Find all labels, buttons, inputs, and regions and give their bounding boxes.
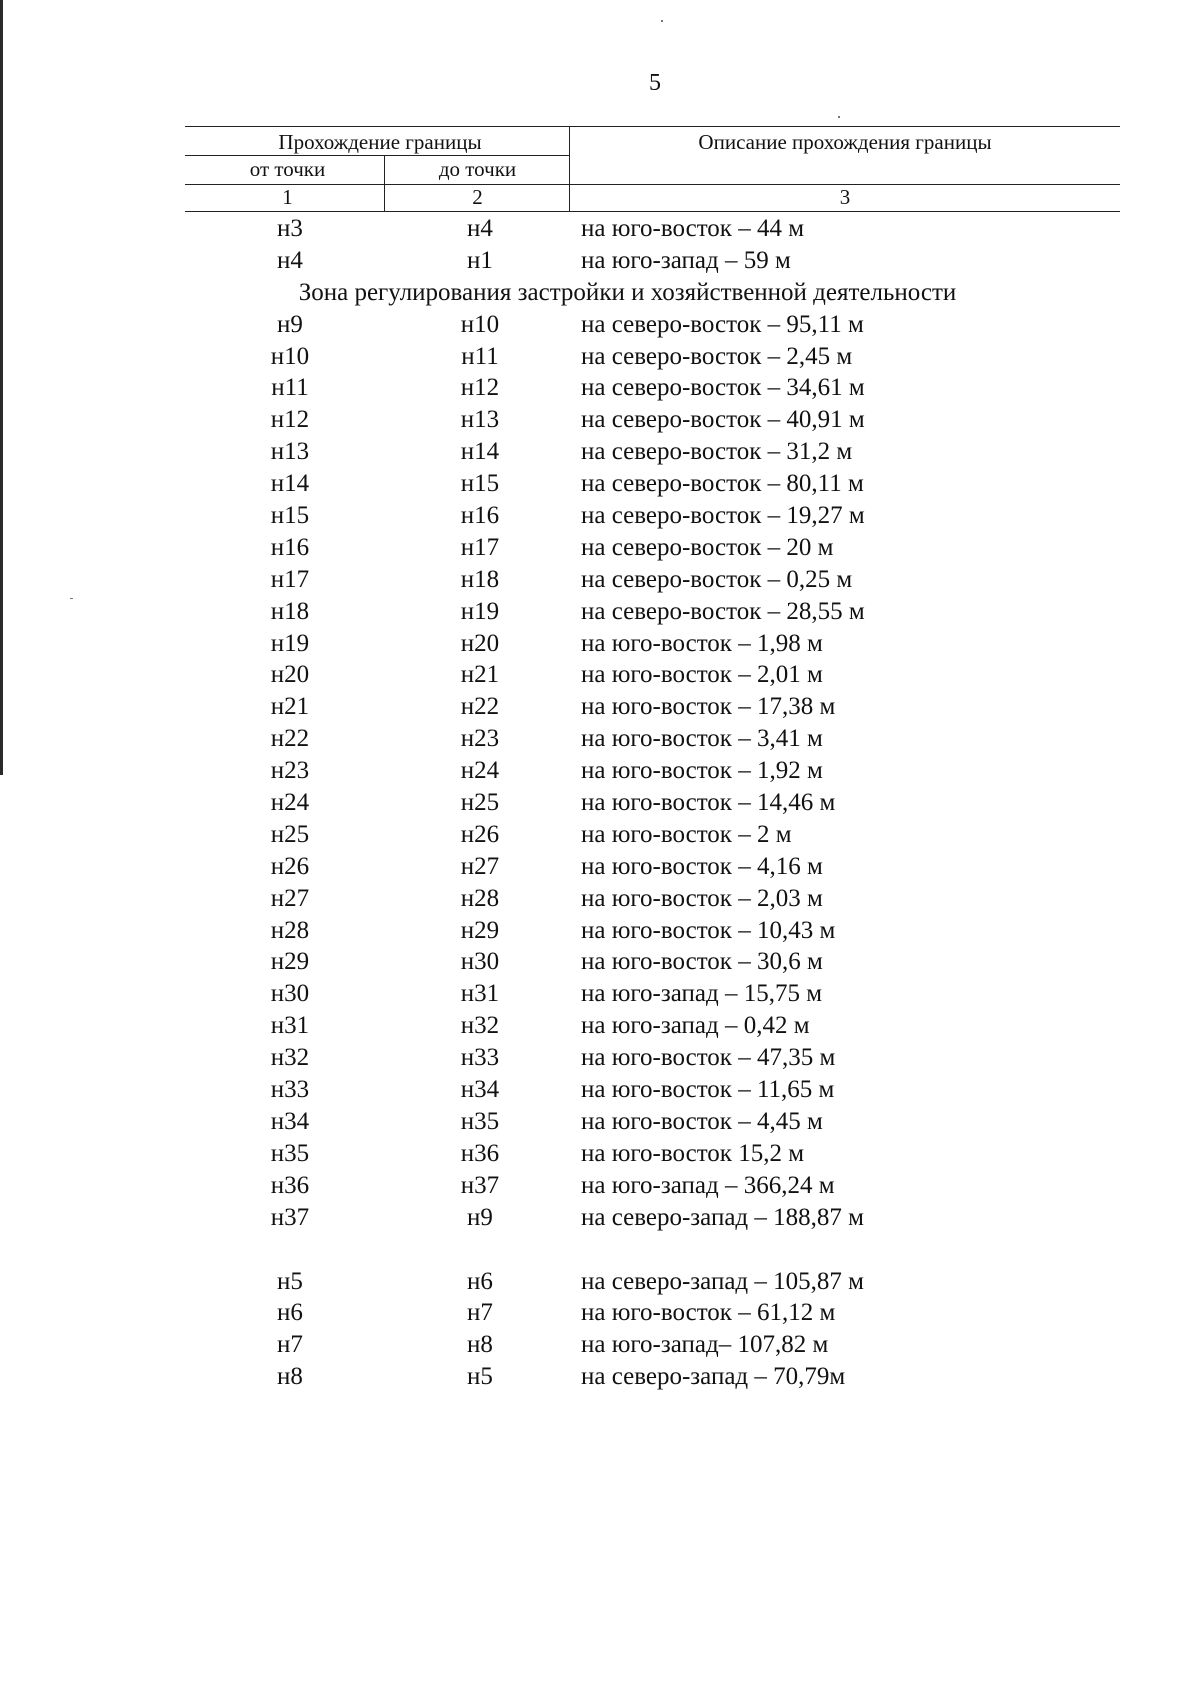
to-point-cell: н26 [460,820,500,848]
rows-group-bottom [0,1266,1200,1394]
table-row [0,309,1200,341]
description-cell: на юго-восток – 4,16 м [581,852,823,880]
table-row [0,659,1200,691]
from-point-cell: н24 [270,789,310,817]
to-point-cell: н25 [460,789,500,817]
from-point-cell: н26 [270,852,310,880]
column-divider [569,126,570,211]
description-cell: на юго-восток – 14,46 м [581,789,836,817]
from-point-cell: н9 [277,310,303,338]
from-point-cell: н12 [270,406,310,434]
table-row [0,1106,1200,1138]
from-point-cell: н19 [270,629,310,657]
header-bottom-rule [185,211,1120,212]
description-cell: на юго-запад – 59 м [581,246,791,274]
to-point-cell: н14 [460,438,500,466]
description-cell: на северо-запад – 105,87 м [581,1267,864,1295]
table-row [0,915,1200,947]
description-cell: на юго-восток – 47,35 м [581,1044,836,1072]
table-row [0,723,1200,755]
description-cell: на юго-восток – 2 м [581,820,792,848]
page-number: 5 [649,70,661,96]
from-point-cell: н23 [270,757,310,785]
to-point-cell: н12 [460,374,500,402]
to-point-cell: н7 [467,1299,493,1327]
description-cell: на юго-восток – 2,03 м [581,884,823,912]
to-point-cell: н16 [460,502,500,530]
description-cell: на юго-запад – 15,75 м [581,980,823,1008]
from-point-cell: н21 [270,693,310,721]
to-point-cell: н9 [467,1203,493,1231]
description-cell: на юго-восток – 1,92 м [581,757,823,785]
description-cell: на юго-восток – 17,38 м [581,693,836,721]
table-row [0,596,1200,628]
table-row [0,946,1200,978]
description-cell: на северо-восток – 28,55 м [581,597,865,625]
table-row [0,436,1200,468]
table-body [0,213,1200,1393]
from-point-cell: н8 [277,1363,303,1391]
to-point-cell: н1 [467,246,493,274]
table-row [0,500,1200,532]
description-cell: на юго-запад – 366,24 м [581,1171,835,1199]
column-divider [384,155,385,211]
table-row [0,1329,1200,1361]
scan-speck [661,20,663,22]
to-point-cell: н23 [460,725,500,753]
rows-group-top [0,213,1200,277]
table-row [0,978,1200,1010]
to-point-cell: н35 [460,1107,500,1135]
table-row [0,1010,1200,1042]
table-row [0,341,1200,373]
from-point-cell: н18 [270,597,310,625]
description-cell: на северо-восток – 31,2 м [581,438,853,466]
header-boundary-passage: Прохождение границы [278,130,482,154]
from-point-cell: н3 [277,215,303,242]
column-number-1: 1 [282,185,293,209]
from-point-cell: н31 [270,1012,310,1040]
header-description: Описание прохождения границы [698,130,992,154]
to-point-cell: н36 [460,1139,500,1167]
to-point-cell: н31 [460,980,500,1008]
from-point-cell: н34 [270,1107,310,1135]
table-row [0,1138,1200,1170]
description-cell: на северо-восток – 2,45 м [581,342,853,370]
table-row [0,1202,1200,1234]
to-point-cell: н21 [460,661,500,689]
to-point-cell: н20 [460,629,500,657]
to-point-cell: н29 [460,916,500,944]
from-point-cell: н5 [277,1267,303,1295]
description-cell: на юго-восток – 30,6 м [581,948,823,976]
column-number-3: 3 [839,185,851,209]
table-row [0,787,1200,819]
table-row [0,564,1200,596]
from-point-cell: н37 [270,1203,310,1231]
from-point-cell: н32 [270,1044,310,1072]
to-point-cell: н6 [467,1267,493,1295]
header-rule [185,155,570,156]
description-cell: на юго-восток – 4,45 м [581,1107,823,1135]
column-number-2: 2 [472,185,483,209]
to-point-cell: н22 [460,693,500,721]
from-point-cell: н30 [270,980,310,1008]
to-point-cell: н13 [460,406,500,434]
to-point-cell: н8 [467,1331,493,1359]
from-point-cell: н20 [270,661,310,689]
from-point-cell: н15 [270,502,310,530]
table-row [0,1266,1200,1298]
from-point-cell: н28 [270,916,310,944]
to-point-cell: н37 [460,1171,500,1199]
header-from-point: от точки [249,157,326,181]
to-point-cell: н5 [467,1363,493,1391]
table-row [0,1361,1200,1393]
description-cell: на северо-восток – 20 м [581,533,834,561]
table-row [0,404,1200,436]
to-point-cell: н18 [460,565,500,593]
description-cell: на северо-восток – 34,61 м [581,374,865,402]
table-row [0,372,1200,404]
to-point-cell: н24 [460,757,500,785]
table-row [0,468,1200,500]
from-point-cell: н27 [270,884,310,912]
from-point-cell: н16 [270,533,310,561]
description-cell: на северо-восток – 0,25 м [581,565,853,593]
rows-group-zone [0,309,1200,1234]
to-point-cell: н15 [460,470,500,498]
description-cell: на юго-восток – 10,43 м [581,916,836,944]
from-point-cell: н7 [277,1331,303,1359]
to-point-cell: н33 [460,1044,500,1072]
description-cell: на юго-восток – 2,01 м [581,661,823,689]
from-point-cell: н17 [270,565,310,593]
table-row [0,213,1200,245]
to-point-cell: н19 [460,597,500,625]
table-row [0,245,1200,277]
from-point-cell: н22 [270,725,310,753]
description-cell: на юго-восток 15,2 м [581,1139,805,1167]
description-cell: на северо-восток – 80,11 м [581,470,864,498]
to-point-cell: н4 [467,215,493,242]
from-point-cell: н29 [270,948,310,976]
table-row [0,755,1200,787]
table-row [0,851,1200,883]
to-point-cell: н17 [460,533,500,561]
from-point-cell: н10 [270,342,310,370]
table-row [0,1170,1200,1202]
description-cell: на северо-восток – 19,27 м [581,502,865,530]
from-point-cell: н11 [271,374,309,402]
to-point-cell: н34 [460,1076,500,1104]
description-cell: на северо-восток – 95,11 м [581,310,864,338]
from-point-cell: н25 [270,820,310,848]
description-cell: на юго-восток – 11,65 м [581,1076,835,1104]
to-point-cell: н30 [460,948,500,976]
scan-speck [838,116,840,118]
table-top-rule [185,126,1120,127]
table-row [0,691,1200,723]
to-point-cell: н28 [460,884,500,912]
description-cell: на юго-восток – 1,98 м [581,629,823,657]
to-point-cell: н10 [460,310,500,338]
from-point-cell: н36 [270,1171,310,1199]
spacer [0,1234,1200,1266]
description-cell: на юго-запад– 107,82 м [581,1331,829,1359]
table-row [0,532,1200,564]
description-cell: на северо-запад – 70,79м [581,1363,846,1391]
table-row [0,883,1200,915]
to-point-cell: н11 [461,342,499,370]
from-point-cell: н13 [270,438,310,466]
description-cell: на северо-запад – 188,87 м [581,1203,864,1231]
table-row [0,628,1200,660]
description-cell: на юго-запад – 0,42 м [581,1012,810,1040]
description-cell: на юго-восток – 61,12 м [581,1299,836,1327]
to-point-cell: н32 [460,1012,500,1040]
table-row [0,1042,1200,1074]
from-point-cell: н6 [277,1299,303,1327]
from-point-cell: н33 [270,1076,310,1104]
description-cell: на юго-восток – 44 м [581,215,805,242]
header-to-point: до точки [438,157,517,181]
description-cell: на юго-восток – 3,41 м [581,725,823,753]
description-cell: на северо-восток – 40,91 м [581,406,865,434]
table-row [0,819,1200,851]
table-row [0,1297,1200,1329]
table-row [0,1074,1200,1106]
to-point-cell: н27 [460,852,500,880]
from-point-cell: н4 [277,246,303,274]
from-point-cell: н14 [270,470,310,498]
section-title: Зона регулирования застройки и хозяйственной деятельности [298,278,957,306]
from-point-cell: н35 [270,1139,310,1167]
